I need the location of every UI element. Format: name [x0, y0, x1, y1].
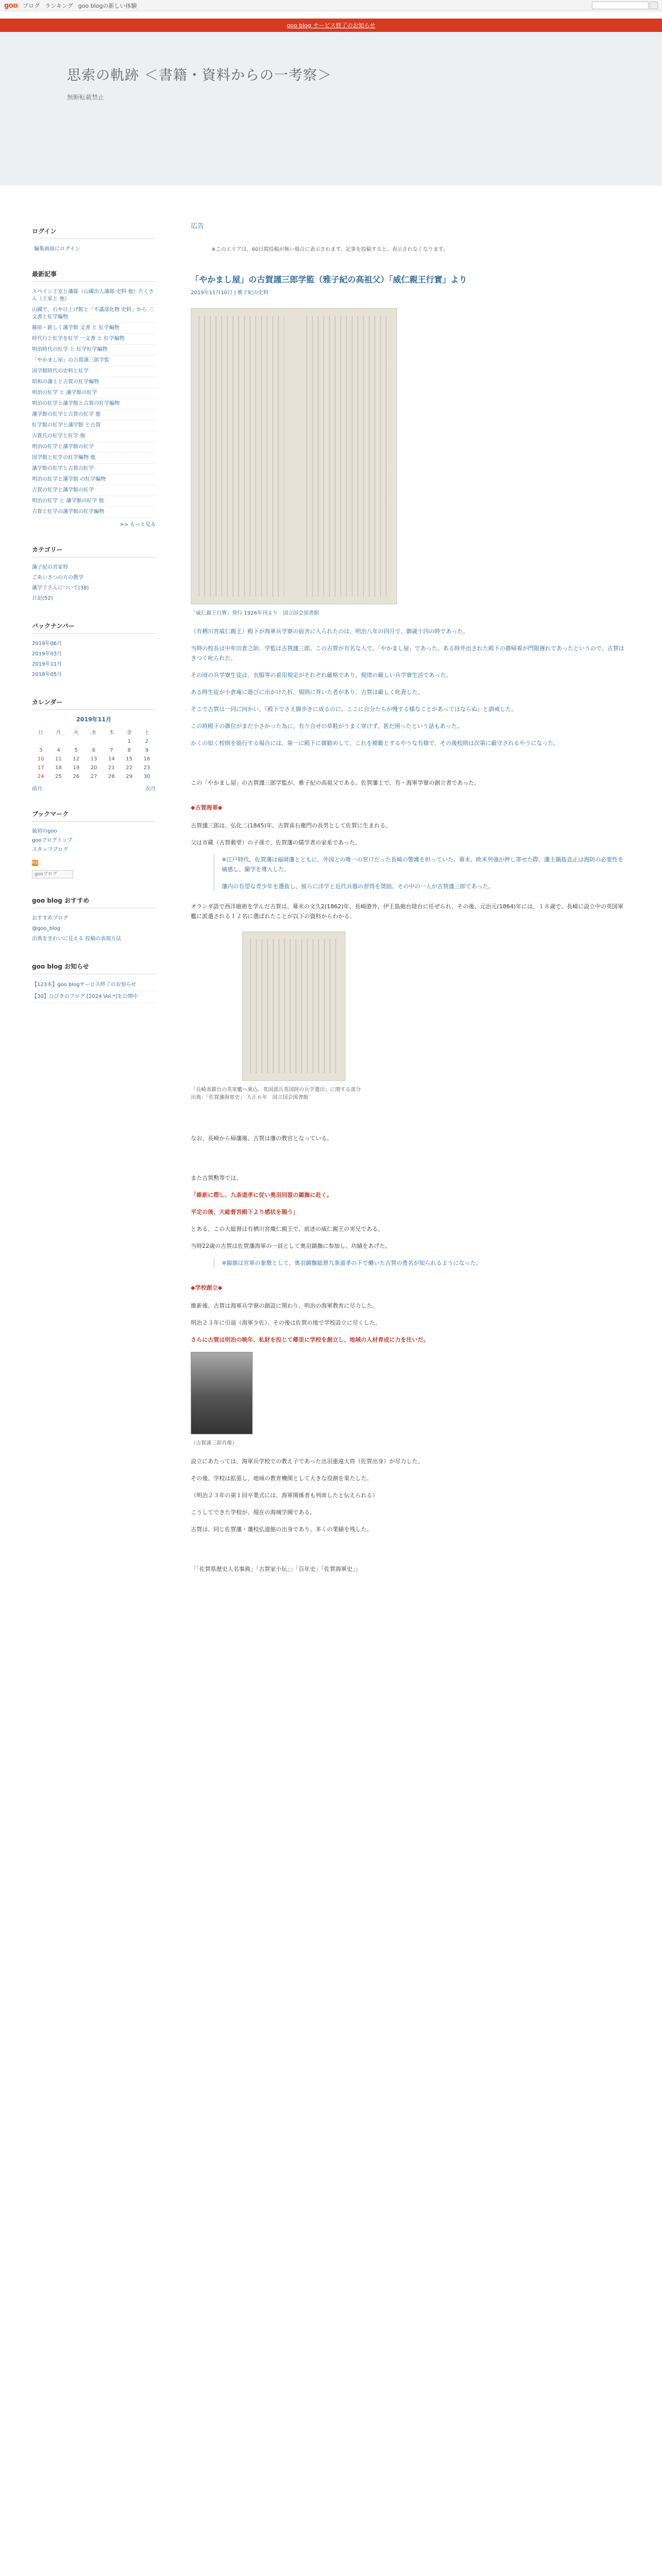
body-paragraph: また古賀勲等では、	[191, 1175, 242, 1181]
recent-post-item[interactable]	[32, 442, 156, 453]
note-paragraph: ※江戸時代、佐賀藩は福岡藩とともに、外国との唯一の窓口だった長崎の警護を担っていた。幕末、欧米列強が押し寄せた際、藩主鍋島直正は海防の必要性を痛感し、蘭学を導入した。	[222, 856, 624, 873]
body-paragraph: 古賀は、同じ佐賀藩・藩校弘道館の出身であり、多くの業績を残した。	[191, 1526, 372, 1533]
weekday-label: 木	[109, 730, 114, 736]
photo-caption: （古賀謹三郎肖像）	[191, 1440, 237, 1446]
calendar-next-link[interactable]: 次月	[145, 786, 156, 792]
recent-post-link[interactable]: 古賀氏の紅学と紅学 他	[32, 433, 86, 439]
recent-post-link[interactable]: 「やかまし屋」の古賀謹三郎学監	[32, 358, 109, 363]
body-paragraph: 明治２３年に引退（海軍少佐）、その後は佐賀の地で学校設立に尽くした。	[191, 1319, 381, 1326]
recent-post-item[interactable]	[32, 410, 156, 420]
weekday-label: 金	[126, 730, 132, 736]
news-heading: goo blog お知らせ	[32, 962, 156, 974]
calendar-day: 19	[73, 765, 80, 771]
body-paragraph: 当時22歳の古賀は佐賀藩海軍の一員として奥羽鎮撫に参加し、功績をあげた。	[191, 1243, 391, 1249]
body-paragraph: オランダ語で西洋砲術を学んだ古賀は、幕末の文久2(1862)年、長崎港外、伊王島砲台陸台に任ぜられ、その後、元治元(1864)年には、１８歳で、長崎に設立中の英国軍艦に派遣される１２名に選ばれたことが以下の資料からわかる。	[191, 903, 624, 920]
recent-more-link[interactable]: >> もっと見る	[120, 522, 156, 528]
calendar-table	[32, 726, 156, 781]
document-scan-image	[242, 931, 345, 1081]
recent-post-link[interactable]: 国学館時代の史料と紅学	[32, 368, 89, 374]
calendar-day: 22	[126, 765, 133, 771]
body-paragraph: その後、学校は拡張し、地域の教育機関として大きな役割を果たした。	[191, 1475, 372, 1482]
news-link[interactable]: 【30】ひびきのブログ [2024 Vol.*]を公開中	[32, 994, 138, 999]
recent-post-item[interactable]	[32, 507, 156, 518]
calendar-month: 2019年11月	[76, 716, 111, 723]
calendar-day: 13	[90, 756, 97, 762]
quote-paragraph: ある時生徒が小倉庵に遊びに出かけた折、規則に背いた者があり、古賀は厳しく叱責した。	[191, 689, 423, 696]
recent-post-item[interactable]	[32, 399, 156, 410]
category-link[interactable]: 藩子紀の宮家特	[32, 565, 68, 570]
recent-post-link[interactable]: 藤原・新しく藩学館 文書 と 紅学編物	[32, 325, 120, 331]
blog-title[interactable]: 思索の軌跡 ＜書籍・資料からの一考察＞	[67, 67, 332, 83]
note-quote	[213, 1258, 629, 1268]
calendar-day: 5	[74, 748, 78, 753]
recent-post-link[interactable]: 紅学館の紅学と藩学館 と古賀	[32, 422, 101, 428]
calendar-day	[32, 737, 49, 746]
recent-post-link[interactable]: 明治の紅学 と 藩学館の紅学 他	[32, 498, 104, 504]
weekday-label: 土	[144, 730, 150, 736]
calendar-section	[32, 698, 156, 792]
weekday-label: 火	[73, 730, 79, 736]
calendar-day: 25	[55, 774, 62, 779]
calendar-day: 23	[143, 765, 151, 771]
backnumber-link[interactable]: 2019年06月	[32, 641, 62, 647]
search-input[interactable]	[592, 2, 649, 9]
calendar-day: 4	[57, 748, 60, 753]
goo-logo[interactable]: goo	[4, 1, 18, 10]
note-paragraph: ※錦旗は官軍の象徴として、奥羽鎮撫総督九条道孝の下で働いた古賀の勇名が知られるようになった。	[222, 1260, 482, 1266]
body-paragraph: （明治２３年の第１回卒業式には、海軍関係者も列席したと伝えられる）	[191, 1492, 378, 1499]
backnumber-link[interactable]: 2018年05月	[32, 672, 62, 677]
calendar-day: 17	[37, 765, 44, 771]
body-paragraph: 父は市蔵（古賀穀堂）の子孫で、佐賀藩の儒学者の家系であった。	[191, 839, 361, 846]
recent-post-item[interactable]	[32, 485, 156, 496]
recommend-heading: goo blog おすすめ	[32, 896, 156, 908]
search-icon[interactable]	[650, 2, 658, 9]
recommend-link[interactable]: @goo_blog	[32, 926, 61, 931]
recent-post-item[interactable]	[32, 431, 156, 442]
calendar-day: 7	[110, 748, 113, 753]
recent-posts-list	[32, 287, 156, 528]
backnumber-heading: バックナンバー	[32, 621, 156, 634]
recommend-section	[32, 896, 156, 944]
backnumber-link[interactable]: 2019年03月	[32, 651, 62, 657]
login-link[interactable]: 編集画面にログイン	[34, 246, 80, 252]
document-scan-image	[191, 308, 397, 604]
recent-post-item[interactable]	[32, 453, 156, 464]
post-title[interactable]: 「やかまし屋」の古賀謹三郎学監（雅子紀の高祖父）「威仁親王行實」より	[191, 275, 468, 284]
calendar-day: 6	[92, 748, 96, 753]
calendar-day: 29	[126, 774, 133, 779]
recommend-link[interactable]: 出典をきれいに見える 投稿の表現方法	[32, 936, 122, 942]
recent-post-item[interactable]	[32, 305, 156, 323]
body-paragraph: こうしてできた学校が、現在の海城学園である。	[191, 1509, 316, 1516]
bookmark-link[interactable]: 最初のgoo	[32, 828, 57, 834]
body-paragraph: 維新後、古賀は海軍兵学寮の創設に関わり、明治の海軍教育に尽力した。	[191, 1302, 378, 1309]
recent-post-link[interactable]: スペイン王室と藩邸（山國出人藩邸 史料 他）たくさん（王家と 他）	[32, 289, 154, 302]
bookmarks-heading: ブックマーク	[32, 809, 156, 822]
calendar-day: 16	[143, 756, 151, 762]
note-paragraph: 藩内の有望な青少年を選抜し、彼らに洋学と近代兵器の習得を奨励。その中の一人が古賀謹三郎であった。	[222, 883, 494, 890]
bookmark-link[interactable]: スタッフブログ	[32, 847, 68, 853]
calendar-heading: カレンダー	[32, 698, 156, 710]
calendar-day: 14	[108, 756, 115, 762]
portrait-photo	[191, 1352, 253, 1434]
rss-icon[interactable]: RSS	[32, 860, 40, 865]
recent-post-link[interactable]: 古賀と紅学の藩学館の紅学編物	[32, 509, 104, 515]
bookmark-link[interactable]: gooブログトップ	[32, 838, 73, 843]
recent-post-link[interactable]: 明治の紅学と藩学館の紅学	[32, 444, 94, 450]
calendar-day: 12	[73, 756, 80, 762]
toplink-new-experience[interactable]: goo blogの新しい体験	[78, 2, 137, 9]
ad-notice-text: ※このエリアは、60日間投稿が無い場合に表示されます。記事を投稿すると、表示されなくなります。	[211, 247, 449, 252]
main-content	[191, 221, 629, 1581]
category-link[interactable]: 藩学子さんについて(38)	[32, 585, 89, 591]
toplink-blog[interactable]: ブログ	[23, 2, 40, 9]
calendar-day: 21	[108, 765, 115, 771]
body-paragraph: なお、長崎から帰藩後、古賀は藩の教官となっている。	[191, 1135, 333, 1142]
recent-post-link[interactable]: 昭和の藩士と古賀の紅学編物	[32, 379, 99, 385]
recent-post-item[interactable]	[32, 323, 156, 334]
bookmarks-section	[32, 809, 156, 878]
recent-post-link[interactable]: 藩学館の紅学と古賀の紅学 他	[32, 412, 101, 417]
weekday-label: 水	[91, 730, 96, 736]
figure-caption: 「威仁親王行實」発行 1926年刊より 国立国会図書館	[191, 611, 319, 616]
calendar-day	[68, 737, 85, 746]
quote-paragraph: かくの如く校則を励行する場合には、第一に殿下に御勧めして、これを模範とするやうな有様で、その後校則は次第に厳守されるやうになった。	[191, 740, 559, 747]
calendar-day	[103, 737, 120, 746]
weekday-label: 月	[56, 730, 61, 736]
quote-paragraph: 当時の校長は中牟田倉之助、学監は古賀謹三郎。この古賀が有名な人で、「やかまし屋」であった。ある時外出された殿下の御帰着が門限遅れであったというので、古賀はきつく叱られた。	[191, 645, 624, 662]
calendar-day: 30	[143, 774, 151, 779]
categories-heading: カテゴリー	[32, 545, 156, 557]
recent-post-item[interactable]	[32, 496, 156, 507]
calendar-day: 28	[108, 774, 115, 779]
recent-post-link[interactable]: 明治時代の紅学 と 紅学紅学編物	[32, 347, 108, 352]
login-heading: ログイン	[32, 227, 156, 239]
body-paragraph: とある。この大総督は有栖川宮熾仁親王で、前述の威仁親王の実兄である。	[191, 1226, 384, 1232]
highlight-paragraph: 平定の後、大総督宮殿下より感状を賜う」	[191, 1209, 299, 1215]
calendar-day: 27	[90, 774, 97, 779]
backnumber-link[interactable]: 2019年11月	[32, 662, 62, 667]
news-link[interactable]: 【123本】goo blogサービス終了のお知らせ	[32, 982, 137, 988]
calendar-day: 18	[55, 765, 62, 771]
calendar-day: 8	[127, 748, 131, 753]
recent-post-link[interactable]: 国学館と紅学の紅学編物 他	[32, 455, 96, 461]
highlight-paragraph: さらに古賀は明治の晩年、私財を投じて郷里に学校を創立し、地域の人材育成に力を注いだ。	[191, 1336, 429, 1343]
recent-post-link[interactable]: 明治の紅学と藩学館 の紅学編物	[32, 477, 106, 482]
section-heading: ◆学校創立◆	[191, 1284, 222, 1291]
recent-post-link[interactable]: 古賀の紅学と藩学館の紅学	[32, 487, 94, 493]
recent-post-item[interactable]	[32, 287, 156, 305]
recent-post-item[interactable]	[32, 345, 156, 355]
calendar-day: 26	[73, 774, 80, 779]
recent-post-item[interactable]	[32, 388, 156, 399]
backnumber-section	[32, 621, 156, 680]
quote-paragraph: その頃の兵学寮生徒は、衣服等の着用規定がそれぞれ厳格であり、規律の厳しい兵学寮生活であった。	[191, 672, 452, 679]
body-paragraph: この「やかまし屋」の古賀謹三郎学監が、雅子紀の高祖父である。佐賀藩士で、有・海軍学寮の創立者であった。	[191, 779, 480, 786]
recent-post-link[interactable]: 時代行と紅学を紅学 一文書 と 紅学編物	[32, 336, 125, 342]
calendar-day: 1	[127, 739, 131, 744]
body-paragraph: 設立にあたっては、海軍兵学校での教え子であった出羽重遠大将（佐賀出身）が尽力した。	[191, 1458, 423, 1465]
recommend-link[interactable]: おすすめブログ	[32, 916, 69, 921]
calendar-day: 2	[145, 739, 149, 744]
figure-caption: 「長崎表鎮台の英軍艦へ乗込、英国派兵英国陸の兵学選出」に関する部分 出典：「佐賀藩海軍史」 大正６年 国立国会図書館	[191, 1087, 361, 1100]
recent-posts-heading: 最新記事	[32, 269, 156, 282]
blog-header	[0, 32, 662, 185]
recent-post-link[interactable]: 明治の紅学 と 藩学館の紅学	[32, 390, 97, 396]
blog-subtitle: 無断転載禁止	[67, 94, 105, 101]
recent-post-item[interactable]	[32, 355, 156, 366]
calendar-day: 20	[90, 765, 97, 771]
recent-post-link[interactable]: 藩学館の紅学と古賀の紅学	[32, 466, 94, 471]
calendar-day	[49, 737, 67, 746]
body-paragraph: 古賀謹三郎は、弘化二(1845)年、古賀喜右衛門の長男として佐賀に生まれる。	[191, 822, 391, 829]
recent-post-link[interactable]: 山國で、石や日上げ館と「不議部化物 史料」から 三文書と紅学編物	[32, 307, 154, 320]
calendar-day: 9	[145, 748, 149, 753]
calendar-day	[85, 737, 103, 746]
calendar-day: 15	[126, 756, 133, 762]
top-bar	[0, 0, 662, 11]
recent-post-item[interactable]	[32, 474, 156, 485]
quote-paragraph: この時殿下の御位がまだ小さかった為に、有り合せの草鞋がうまく穿けず、甚だ困ったという話もあった。	[191, 723, 463, 730]
source-note: 「「佐賀県歴史人名事典」「古賀家小伝」」「百年史」「佐賀海軍史」」	[191, 1566, 361, 1572]
news-section	[32, 962, 156, 1003]
calendar-day: 24	[37, 774, 44, 779]
category-link[interactable]: 日記(52)	[32, 596, 53, 601]
categories-section	[32, 545, 156, 604]
quote-paragraph: そこで古賀は一同に向かい、『殿下でさえ御歩きに成るのに、ここに自分たちが慢する様なことがあってはならぬ』と訓戒した。	[191, 706, 517, 713]
calendar-day: 3	[39, 748, 43, 753]
category-link[interactable]: ごあいさつの方の教学	[32, 575, 84, 581]
service-notice-banner[interactable]	[0, 19, 662, 32]
recent-posts-section	[32, 269, 156, 528]
recent-post-item[interactable]	[32, 464, 156, 474]
section-heading: ◆古賀海軍◆	[191, 804, 222, 811]
goo-blog-badge[interactable]: gooブログ	[32, 870, 73, 878]
recent-post-item[interactable]	[32, 420, 156, 431]
recent-post-link[interactable]: 明治の紅学と藩学館と古賀の紅学編物	[32, 401, 120, 406]
calendar-prev-link[interactable]: 前月	[32, 786, 42, 792]
login-section	[32, 227, 156, 252]
weekday-label: 日	[38, 730, 44, 736]
service-notice-link[interactable]: goo blog サービス終了のお知らせ	[287, 22, 375, 29]
calendar-day: 11	[55, 756, 62, 762]
quote-paragraph: （有栖川宮威仁親王）殿下が海軍兵学寮の宿舎に入られたのは、明治八年の四月で、御歳十四の時であった。	[191, 628, 469, 635]
calendar-day: 10	[37, 756, 44, 762]
recent-post-item[interactable]	[32, 377, 156, 388]
sidebar	[32, 227, 156, 1021]
recent-post-item[interactable]	[32, 366, 156, 377]
highlight-paragraph: 「維新に際し、九条道孝に従い奥羽同盟の鎮撫に赴く。	[191, 1192, 333, 1198]
recent-post-item[interactable]	[32, 334, 156, 345]
post-date[interactable]: 2019年11月10日 | 雅子紀の史料	[191, 290, 269, 296]
ad-label: 広告	[191, 223, 205, 230]
top-search	[592, 2, 658, 9]
toplink-ranking[interactable]: ランキング	[45, 2, 73, 9]
note-quote	[213, 855, 629, 891]
